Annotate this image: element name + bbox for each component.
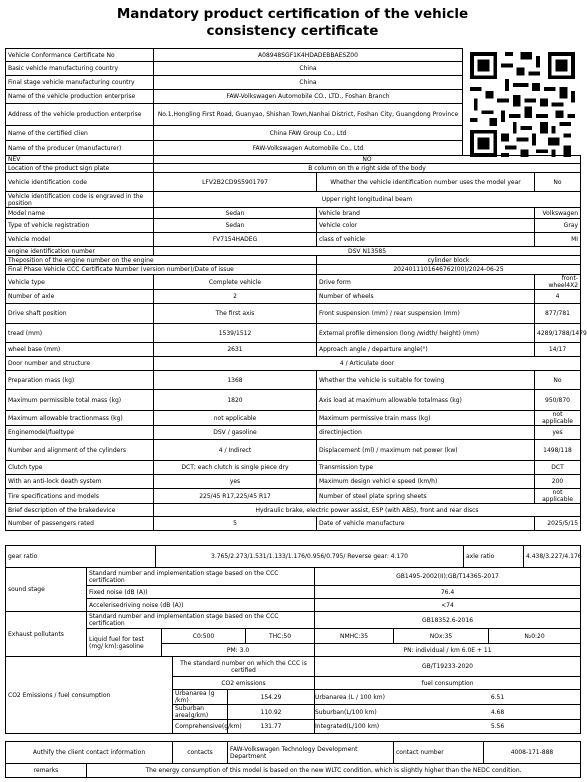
label-2: External profile dimension (long /width/ height) (mm) (317, 324, 535, 343)
value-2: MI (535, 233, 581, 247)
value-2: 4 (535, 290, 581, 304)
value: NO (154, 156, 581, 164)
value: The energy consumption of this model is based on the new WLTC condition, which is slightly higher than the NEDC condition. (87, 764, 581, 778)
label: Standard number and implementation stage based on the CCC certification (87, 612, 315, 629)
row-vin-position (6, 192, 581, 208)
model-year-question: Whether the vehicle identification number uses the model year (317, 173, 535, 192)
label: Final Phase Vehicle CCC Certificate Number (version number)/Date of issue (6, 265, 317, 275)
row-basic-country (6, 62, 463, 76)
label: Vehicle identification code is engraved in the position (6, 192, 154, 208)
value: 1820 (154, 390, 317, 411)
row-preparation-mass (6, 371, 581, 390)
fuel-value: 5.56 (490, 723, 505, 730)
value: FAW-Volkswagen Automobile Co., Ltd (154, 141, 463, 156)
label: Enginemodel/fueltype (6, 426, 154, 440)
label: gear ratio (6, 546, 156, 568)
value: 2 (154, 290, 317, 304)
row-final-country (6, 76, 463, 90)
row-registration (6, 219, 581, 233)
nmhc-value: NMHC:35 (315, 629, 394, 644)
row-tire (6, 489, 581, 504)
fuel-label: Integrated(L/100 km) (315, 723, 380, 730)
title-line-1: Mandatory product certification of the vehicle (116, 6, 469, 22)
label-2: Front suspension (mm) / rear suspension (mm) (317, 304, 535, 324)
row-model-name (6, 208, 581, 219)
value: cylinder block (317, 256, 581, 265)
label-2: Approach angle / departure angle(°) (317, 343, 535, 357)
label: Vehicle Conformance Certificate No (6, 49, 154, 62)
label: Type of vehicle registration (6, 219, 154, 233)
label-2: Drive form (317, 275, 535, 290)
row-gear-ratio (6, 546, 581, 568)
label: Maximum permissible total mass (kg) (6, 390, 154, 411)
top-info-table (5, 48, 463, 156)
value-2: No (535, 371, 581, 390)
number-label: contact number (394, 742, 484, 764)
label: Vehicle model (6, 233, 154, 247)
label: Model name (6, 208, 154, 219)
label: Name of the vehicle production enterprise (6, 90, 154, 104)
value: 3.765/2.273/1.531/1.133/1.176/0.956/0.795/ Reverse gear: 4.170 (156, 546, 464, 568)
label-2: Axis load at maximum allowable totalmass (kg) (317, 390, 535, 411)
fuel-value: 4.68 (490, 708, 505, 716)
row-engine-id (6, 247, 581, 256)
row-ccc-number (6, 265, 581, 275)
value: Sedan (154, 208, 317, 219)
label: Door number and structure (6, 357, 154, 371)
row-sound-standard (6, 568, 581, 586)
row-engine-model (6, 426, 581, 440)
label: Comprehensive(g/km) (173, 720, 228, 734)
row-exhaust-standard (6, 612, 581, 629)
value: A08948SGF1K4HDADEBBAESZ00 (154, 49, 463, 62)
label: Location of the product sign plate (6, 164, 154, 173)
label-2: Displacement (ml) / maximum net power (kw) (317, 440, 535, 461)
pn-value: PN: individual / km 6.0E + 11 (315, 644, 581, 657)
value-2: 877/781 (535, 304, 581, 324)
value-2: DCT (535, 461, 581, 475)
row-fixed-noise (6, 586, 581, 599)
fuel-cell (315, 705, 581, 720)
value: GB/T19233-2020 (315, 657, 581, 677)
value: China (154, 62, 463, 76)
row-contact (6, 742, 581, 764)
thc-value: THC:50 (246, 629, 315, 644)
pm-value: PM: 3.0 (162, 644, 315, 657)
contact-table (5, 741, 581, 764)
label: NEV (6, 156, 154, 164)
value: The first axis (154, 304, 317, 324)
value: GB18352.6-2016 (315, 612, 581, 629)
value: 5 (154, 517, 317, 531)
row-wheel-base (6, 343, 581, 357)
exhaust-table (5, 611, 581, 657)
row-sign-plate (6, 164, 581, 173)
value-2: front-wheel4X2 (535, 275, 581, 290)
row-remarks (6, 764, 581, 778)
value-2: 2025/5/15 (535, 517, 581, 531)
value: 1539/1512 (154, 324, 317, 343)
value-2: yes (535, 426, 581, 440)
label: Vehicle type (6, 275, 154, 290)
model-year-answer: No (535, 173, 581, 192)
label: Drive shaft position (6, 304, 154, 324)
remarks-table (5, 763, 581, 778)
row-certificate-no (6, 49, 463, 62)
value: Upper right longitudinal beam (154, 192, 581, 208)
fuel-label: Liquid fuel for test (mg/ km):gasoline (87, 629, 162, 657)
sound-label: sound stage (6, 568, 87, 612)
label: Name of the producer (manufacturer) (6, 141, 154, 156)
label: The standard number on which the CCC is certified (173, 657, 315, 677)
value: China FAW Group Co., Ltd (154, 126, 463, 141)
label-2: Vehicle color (317, 219, 535, 233)
row-total-mass (6, 390, 581, 411)
row-cylinders (6, 440, 581, 461)
label-2: Date of vehicle manufacture (317, 517, 535, 531)
label: Maximum allowable tractionmass (kg) (6, 411, 154, 426)
row-pollutants (6, 629, 581, 644)
fuel-cell (315, 720, 581, 734)
label: Clutch type (6, 461, 154, 475)
label: tread (mm) (6, 324, 154, 343)
row-tread (6, 324, 581, 343)
label: engine identification number (6, 247, 154, 256)
value: 1368 (154, 371, 317, 390)
value-2: 950/870 (535, 390, 581, 411)
co2-label: CO2 Emissions / fuel consumption (6, 657, 173, 734)
label: Fixed noise (dB (A)) (87, 586, 315, 599)
label: Urbanarea (g /km) (173, 690, 228, 705)
row-producer (6, 141, 463, 156)
value: DSV N13585 (154, 247, 581, 256)
nox-value: NOx:35 (394, 629, 489, 644)
row-certified-client (6, 126, 463, 141)
label: Number of axle (6, 290, 154, 304)
row-abs (6, 475, 581, 489)
gear-ratio-table (5, 545, 581, 568)
row-enterprise-name (6, 90, 463, 104)
label: Basic vehicle manufacturing country (6, 62, 154, 76)
row-vin (6, 173, 581, 192)
value-2: not applicable (535, 489, 581, 504)
label: Vehicle identification code (6, 173, 154, 192)
value: 225/45 R17,225/45 R17 (154, 489, 317, 504)
value: 4 / Indirect (154, 440, 317, 461)
fuel-label: Suburban(L/100 km) (315, 708, 377, 716)
label: Suburban area(g/km) (173, 705, 228, 720)
value: No.1,Hongling First Road, Guanyao, Shishan Town,Nanhai District, Foshan City, Guangdong Province (154, 104, 463, 126)
value: not applicable (154, 411, 317, 426)
value: Sedan (154, 219, 317, 233)
label: Name of the certified clien (6, 126, 154, 141)
label: Standard number and implementation stage based on the CCC certification (87, 568, 315, 586)
value: DSV / gasoline (154, 426, 317, 440)
fuel-label: Urbanarea (L / 100 km) (315, 693, 385, 701)
value: 154.29 (228, 690, 315, 705)
value-2: 4289/1788/1479 (535, 324, 581, 343)
co-value: C0:500 (162, 629, 246, 644)
axle-label: axle ratio (464, 546, 524, 568)
page-title (0, 6, 585, 40)
value-2: 200 (535, 475, 581, 489)
value: LFV2B2CD9S5901797 (154, 173, 317, 192)
label: With an anti-lock death system (6, 475, 154, 489)
fuel-value: 6.51 (490, 693, 505, 701)
label: Accelerisedriving noise (dB (A)) (87, 599, 315, 612)
label: Final stage vehicle manufacturing country (6, 76, 154, 90)
value: 2631 (154, 343, 317, 357)
label: Tire specifications and models (6, 489, 154, 504)
label: Number and alignment of the cylinders (6, 440, 154, 461)
number-value: 4008-171-888 (484, 742, 581, 764)
row-accel-noise (6, 599, 581, 612)
qr-code-icon (466, 48, 579, 161)
co2-table (5, 656, 581, 734)
label: Theposition of the engine number on the engine (6, 256, 317, 265)
label: Address of the vehicle production enterprise (6, 104, 154, 126)
label-2: Number of steel plate spring sheets (317, 489, 535, 504)
sound-table (5, 567, 581, 612)
value: B column on th e right side of the body (154, 164, 581, 173)
exhaust-label: Exhaust pollutants (6, 612, 87, 657)
value: FV7154HADEG (154, 233, 317, 247)
value-2: not applicable (535, 411, 581, 426)
value-2: 1498/118 (535, 440, 581, 461)
value: 4 / Articulate door (154, 357, 581, 371)
main-info-table (5, 155, 587, 531)
value: China (154, 76, 463, 90)
value: <74 (315, 599, 581, 612)
title-line-2: consistency certificate (206, 23, 379, 39)
value: 110.92 (228, 705, 315, 720)
contacts-value: FAW-Volkswagen Technology Development Department (228, 742, 394, 764)
row-traction-mass (6, 411, 581, 426)
n2o-value: N₂0:20 (489, 629, 581, 644)
value: yes (154, 475, 317, 489)
label-2: class of vehicle (317, 233, 535, 247)
fuel-header: fuel consumption (315, 677, 581, 690)
label-2: Number of wheels (317, 290, 535, 304)
fuel-cell (315, 690, 581, 705)
row-axle (6, 290, 581, 304)
row-engine-position (6, 256, 581, 265)
contacts-label: contacts (173, 742, 228, 764)
row-vehicle-model (6, 233, 581, 247)
row-nev (6, 156, 581, 164)
value: Hydraulic brake, electric power assist, ESP (with ABS), front and rear discs (154, 504, 581, 517)
label-2: Whether the vehicle is suitable for towing (317, 371, 535, 390)
row-vehicle-type (6, 275, 581, 290)
label-2: Vehicle brand (317, 208, 535, 219)
row-door (6, 357, 581, 371)
row-brake (6, 504, 581, 517)
label-2: Maximum design vehicl e speed (km/h) (317, 475, 535, 489)
label: Number of passengers rated (6, 517, 154, 531)
label: wheel base (mm) (6, 343, 154, 357)
value: 76.4 (315, 586, 581, 599)
co2-header: CO2 emissions (173, 677, 315, 690)
label-2: Maximum permissive train mass (kg) (317, 411, 535, 426)
value: GB1495-2002(II);GB/T14365-2017 (315, 568, 581, 586)
row-co2-standard (6, 657, 581, 677)
label: remarks (6, 764, 87, 778)
label: Preparation mass (kg) (6, 371, 154, 390)
row-clutch (6, 461, 581, 475)
value: DCT; each clutch is single piece dry (154, 461, 317, 475)
label-2: Transmission type (317, 461, 535, 475)
row-drive-shaft (6, 304, 581, 324)
value: Complete vehicle (154, 275, 317, 290)
value-2: 14/17 (535, 343, 581, 357)
row-enterprise-address (6, 104, 463, 126)
value: 2024011101646762(00)/2024-06-25 (317, 265, 581, 275)
axle-value: 4.438/3.227/4.176 (524, 546, 581, 568)
value: 131.77 (228, 720, 315, 734)
value-2: Gray (535, 219, 581, 233)
label: Brief description of the brakedevice (6, 504, 154, 517)
value: FAW-Volkswagen Automobile CO., LTD., Foshan Branch (154, 90, 463, 104)
label: Authify the client contact information (6, 742, 173, 764)
row-passengers (6, 517, 581, 531)
value-2: Volkswagen (535, 208, 581, 219)
label-2: directinjection (317, 426, 535, 440)
